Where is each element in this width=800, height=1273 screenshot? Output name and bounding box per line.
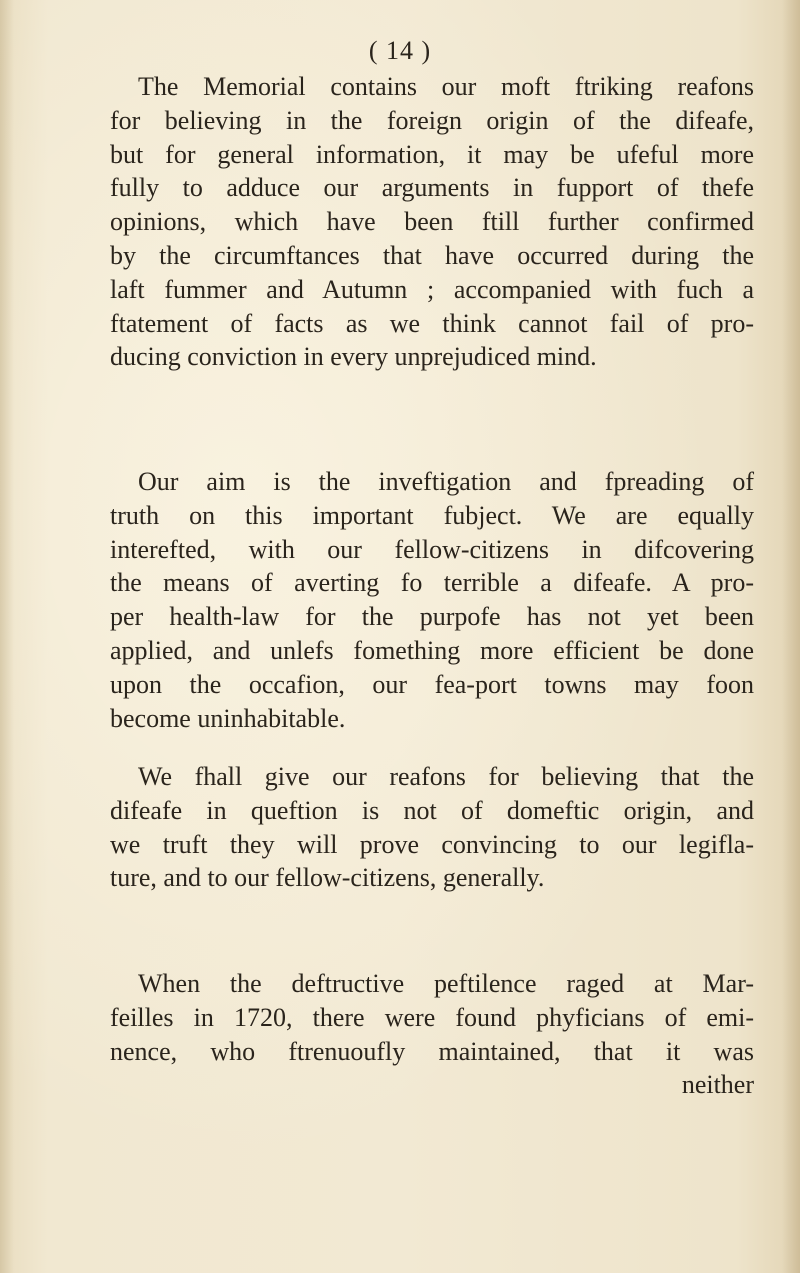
catchword: neither — [681, 1070, 754, 1100]
paragraph-reasons — [110, 760, 754, 895]
text-line: by the circumftances that have occurred during the — [110, 240, 754, 270]
text-line: truth on this important fubject. We are equally — [110, 500, 754, 530]
page-shadow-left — [0, 0, 14, 1273]
text-line: ducing conviction in every unprejudiced mind. — [110, 342, 597, 372]
text-line: upon the occafion, our fea-port towns may foon — [110, 669, 754, 699]
paragraph-memorial — [110, 70, 754, 374]
text-line: opinions, which have been ftill further confirmed — [110, 207, 754, 237]
text-line: difeafe in queftion is not of domeftic origin, and — [110, 795, 754, 825]
text-line: ftatement of facts as we think cannot fail of pro- — [110, 308, 754, 338]
text-line: When the deftructive peftilence raged at Mar- — [138, 969, 754, 998]
page-number: ( 14 ) — [368, 36, 432, 65]
text-line: Our aim is the inveftigation and fpreading of — [138, 467, 754, 496]
paragraph-investigation — [110, 465, 754, 735]
text-line: laft fummer and Autumn ; accompanied with fuch a — [110, 274, 754, 304]
text-line: the means of averting fo terrible a difeafe. A pro- — [110, 568, 754, 598]
text-line: nence, who ftrenuoufly maintained, that it was — [110, 1036, 754, 1066]
page-shadow-right — [782, 0, 800, 1273]
text-line: per health-law for the purpofe has not yet been — [110, 602, 754, 632]
text-line: fully to adduce our arguments in fupport of thefe — [110, 173, 754, 203]
text-line: we truft they will prove convincing to our legifla- — [110, 829, 754, 859]
text-line: for believing in the foreign origin of the difeafe, — [110, 105, 754, 135]
paragraph-marseilles — [110, 967, 754, 1102]
text-line: become uninhabitable. — [110, 703, 346, 733]
text-line: The Memorial contains our moft ftriking reafons — [138, 72, 754, 101]
text-line: ture, and to our fellow-citizens, generally. — [110, 863, 545, 893]
text-line: applied, and unlefs fomething more efficient be done — [110, 635, 754, 665]
text-line: interefted, with our fellow-citizens in difcovering — [110, 534, 754, 564]
text-line: but for general information, it may be ufeful more — [110, 139, 754, 169]
text-line: feilles in 1720, there were found phyficians of emi- — [110, 1002, 754, 1032]
text-line: We fhall give our reafons for believing that the — [138, 762, 754, 791]
